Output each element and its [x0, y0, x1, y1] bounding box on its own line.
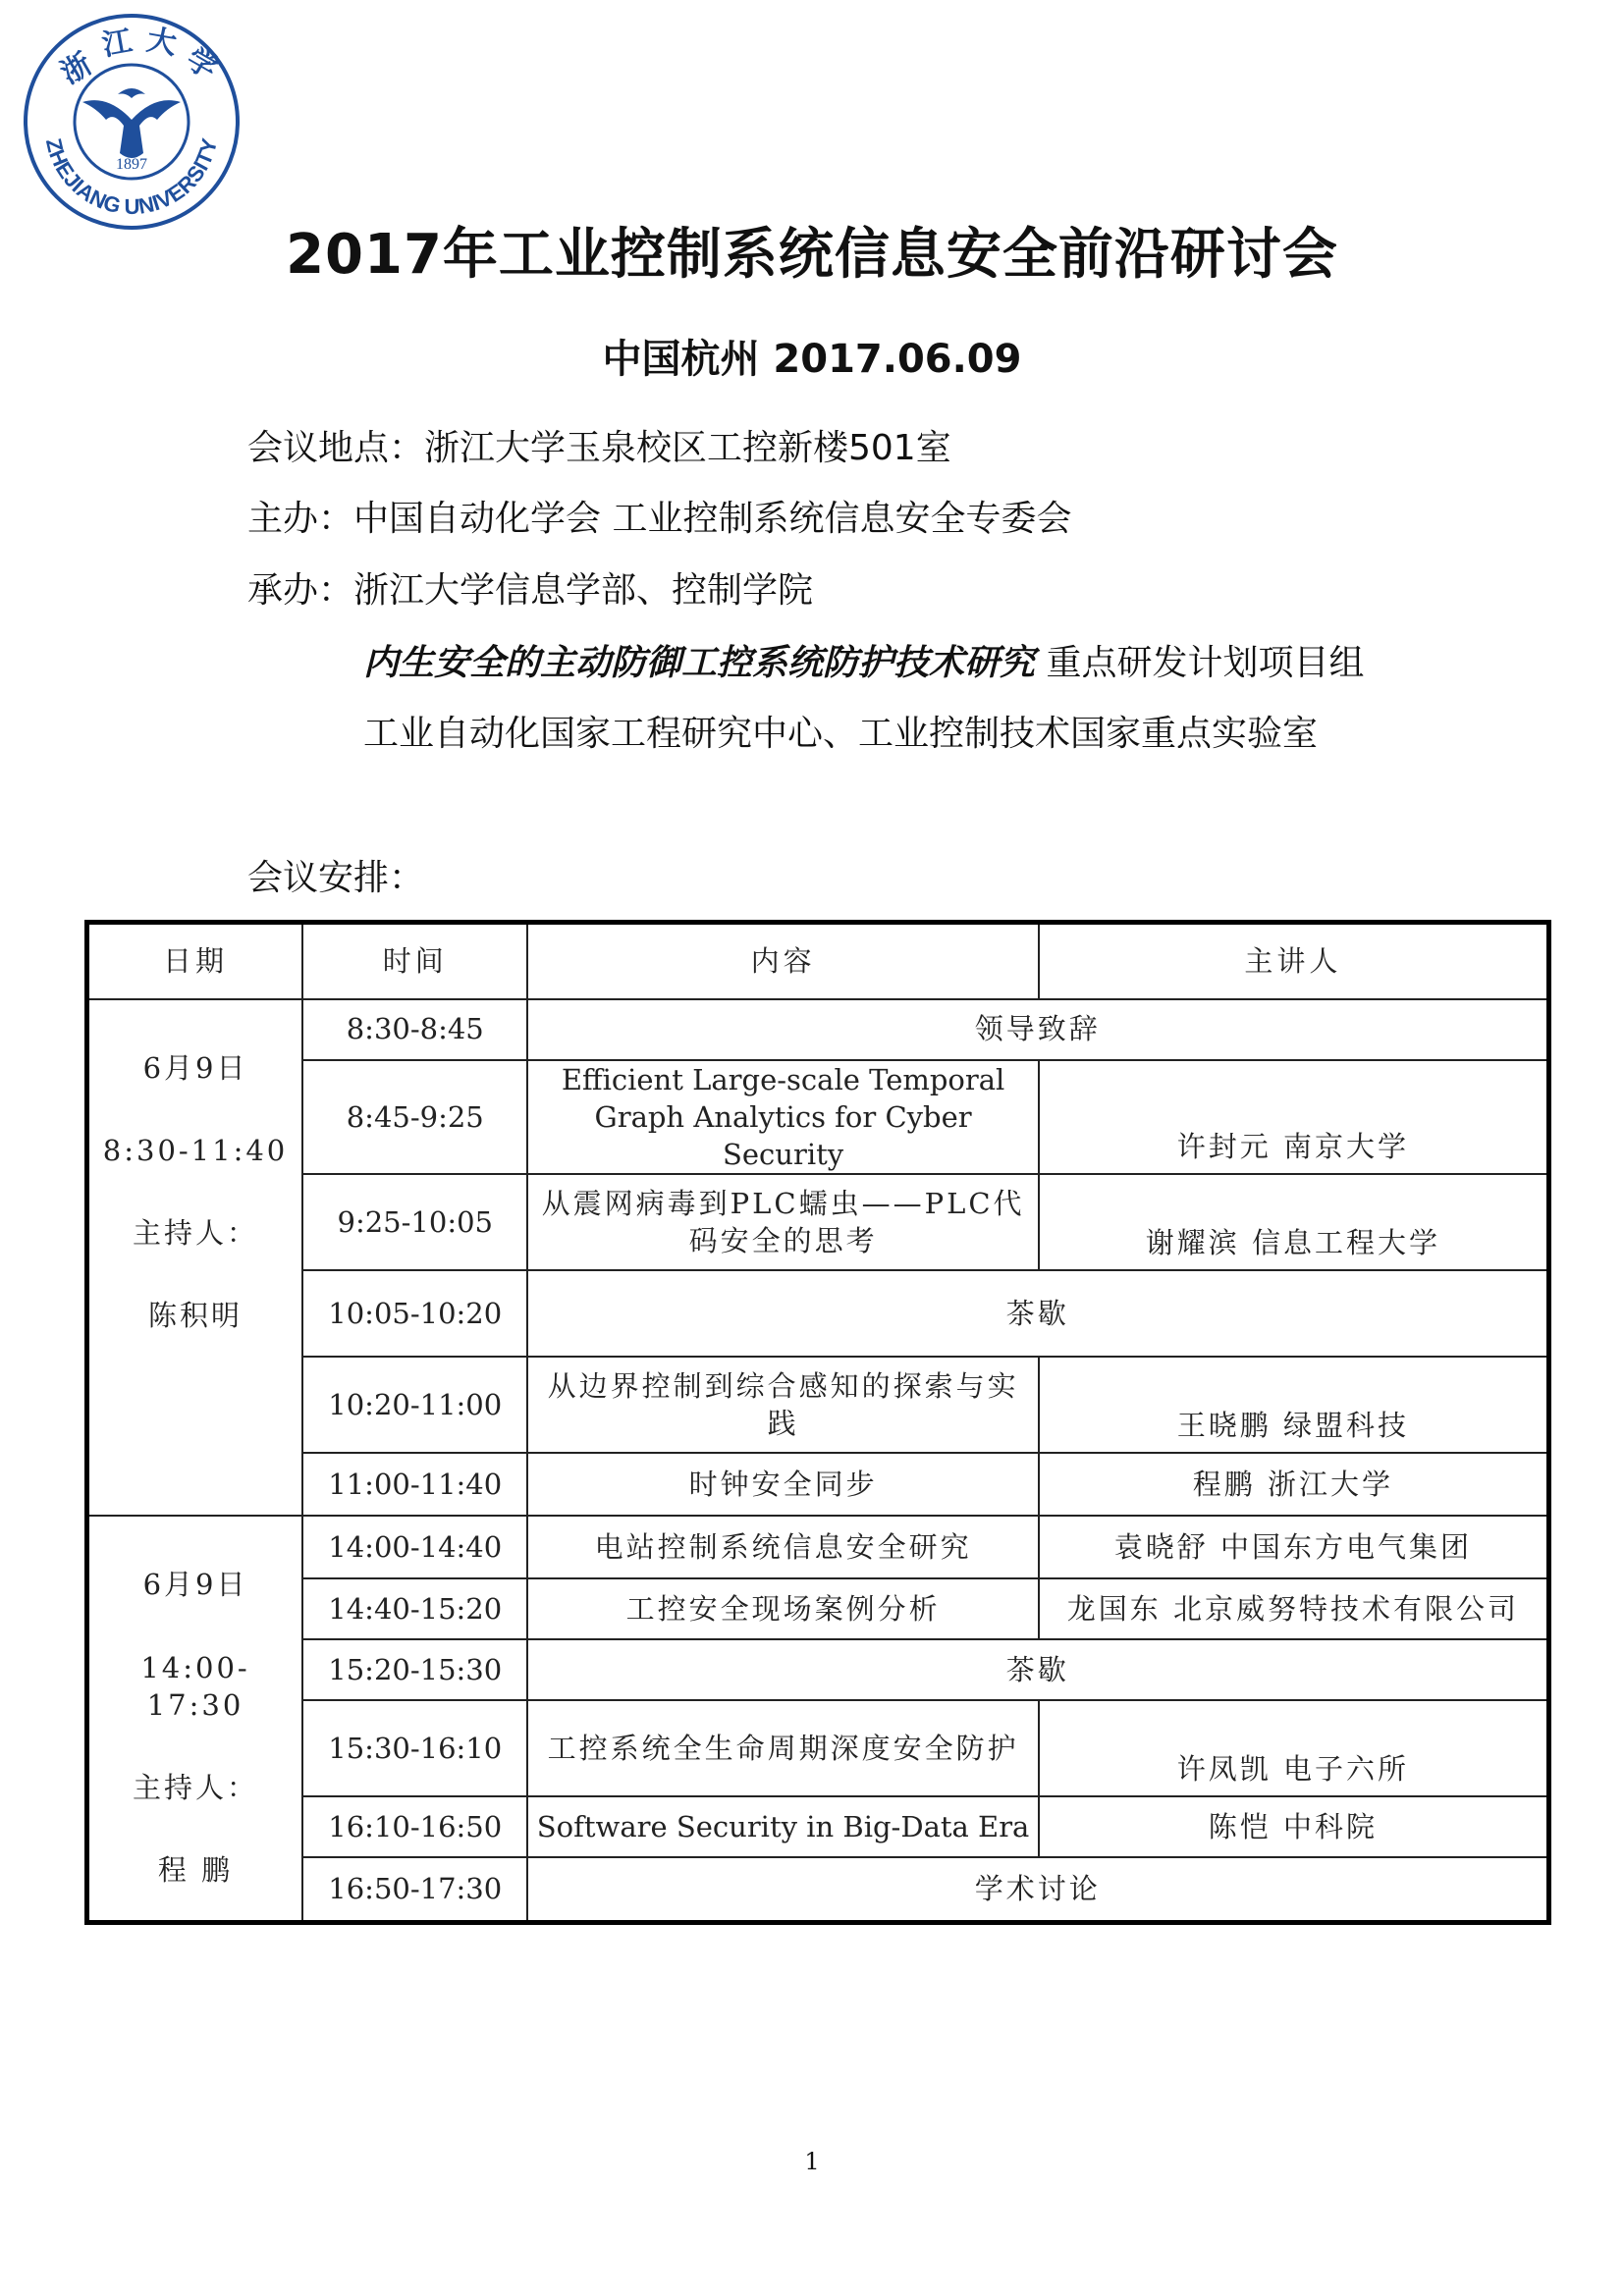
row-content: 时钟安全同步 [527, 1453, 1038, 1516]
row-time: 14:40-15:20 [302, 1578, 527, 1639]
row-time: 16:10-16:50 [302, 1796, 527, 1857]
logo-name-cn-3: 大 [143, 23, 180, 63]
session-1-time-range: 8:30-11:40 [102, 1133, 289, 1167]
row-time: 10:05-10:20 [302, 1270, 527, 1357]
table-row [87, 1639, 1549, 1700]
row-content: 领导致辞 [527, 999, 1548, 1060]
logo-name-cn-2: 江 [99, 24, 135, 64]
row-time: 14:00-14:40 [302, 1516, 527, 1578]
row-speaker: 龙国东 北京威努特技术有限公司 [1039, 1578, 1549, 1639]
table-header-row [87, 923, 1549, 999]
venue-line: 会议地点：浙江大学玉泉校区工控新楼501室 [247, 428, 951, 468]
schedule-table [84, 920, 1551, 1925]
logo-year: 1897 [116, 156, 147, 173]
session-2-host-label: 主持人： [133, 1771, 259, 1805]
logo-name-en: ZHEJIANG UNIVERSITY [40, 135, 223, 220]
row-content: Efficient Large-scale Temporal Graph Analytics for Cyber Security [527, 1060, 1038, 1175]
row-content: 工控安全现场案例分析 [527, 1578, 1038, 1639]
row-content: 工控系统全生命周期深度安全防护 [527, 1700, 1038, 1796]
session-2-info [87, 1516, 303, 1922]
logo-name-cn-1: 浙 [55, 46, 98, 91]
row-time: 11:00-11:40 [302, 1453, 527, 1516]
row-time: 9:25-10:05 [302, 1174, 527, 1270]
eagle-seal-icon [20, 10, 244, 234]
row-content: 电站控制系统信息安全研究 [527, 1516, 1038, 1578]
session-1-date: 6月9日 [142, 1050, 248, 1085]
header-date: 日期 [87, 923, 303, 999]
session-1-host-label: 主持人： [133, 1216, 259, 1251]
project-suffix: 重点研发计划项目组 [1035, 643, 1365, 683]
table-row [87, 1516, 1549, 1578]
host-line: 主办：中国自动化学会 工业控制系统信息安全专委会 [247, 499, 1072, 539]
row-content: 从震网病毒到PLC蠕虫——PLC代码安全的思考 [527, 1174, 1038, 1270]
row-content: 茶歇 [527, 1639, 1548, 1700]
row-time: 10:20-11:00 [302, 1357, 527, 1453]
header-time: 时间 [302, 923, 527, 999]
row-content: 学术讨论 [527, 1857, 1548, 1922]
session-2-time-range: 14:00-17:30 [140, 1650, 250, 1722]
row-time: 15:30-16:10 [302, 1700, 527, 1796]
section-title: 会议安排： [247, 858, 425, 898]
session-1-info [87, 999, 303, 1517]
row-time: 8:30-8:45 [302, 999, 527, 1060]
row-speaker: 程鹏 浙江大学 [1039, 1453, 1549, 1516]
logo-name-cn-4: 学 [180, 41, 224, 86]
table-row [87, 1857, 1549, 1922]
table-row [87, 1578, 1549, 1639]
table-row [87, 1357, 1549, 1453]
row-time: 15:20-15:30 [302, 1639, 527, 1700]
document-title: 2017年工业控制系统信息安全前沿研讨会 [286, 223, 1338, 287]
row-speaker: 袁晓舒 中国东方电气集团 [1039, 1516, 1549, 1578]
session-1-host-name: 陈积明 [148, 1299, 244, 1333]
labs-line: 工业自动化国家工程研究中心、工业控制技术国家重点实验室 [363, 714, 1319, 754]
table-row [87, 1174, 1549, 1270]
header-speaker: 主讲人 [1039, 923, 1549, 999]
header-content: 内容 [527, 923, 1038, 999]
row-time: 16:50-17:30 [302, 1857, 527, 1922]
table-row [87, 999, 1549, 1060]
table-row [87, 1453, 1549, 1516]
table-row [87, 1270, 1549, 1357]
row-content: 茶歇 [527, 1270, 1548, 1357]
row-content: 从边界控制到综合感知的探索与实践 [527, 1357, 1038, 1453]
row-content: Software Security in Big-Data Era [527, 1796, 1038, 1857]
page-number: 1 [804, 2148, 820, 2175]
row-time: 8:45-9:25 [302, 1060, 527, 1175]
project-name: 内生安全的主动防御工控系统防护技术研究 [363, 643, 1036, 683]
project-line [363, 635, 1364, 685]
row-speaker: 许凤凯 电子六所 [1039, 1700, 1549, 1796]
document-subtitle: 中国杭州 2017.06.09 [602, 337, 1022, 382]
table-row [87, 1796, 1549, 1857]
row-speaker: 陈恺 中科院 [1039, 1796, 1549, 1857]
session-2-host-name: 程 鹏 [157, 1853, 234, 1888]
university-logo [20, 10, 244, 234]
table-row [87, 1700, 1549, 1796]
session-2-date: 6月9日 [142, 1568, 248, 1602]
row-speaker: 王晓鹏 绿盟科技 [1039, 1357, 1549, 1453]
row-speaker: 谢耀滨 信息工程大学 [1039, 1174, 1549, 1270]
table-row [87, 1060, 1549, 1175]
row-speaker: 许封元 南京大学 [1039, 1060, 1549, 1175]
organizer-line: 承办：浙江大学信息学部、控制学院 [247, 570, 814, 611]
